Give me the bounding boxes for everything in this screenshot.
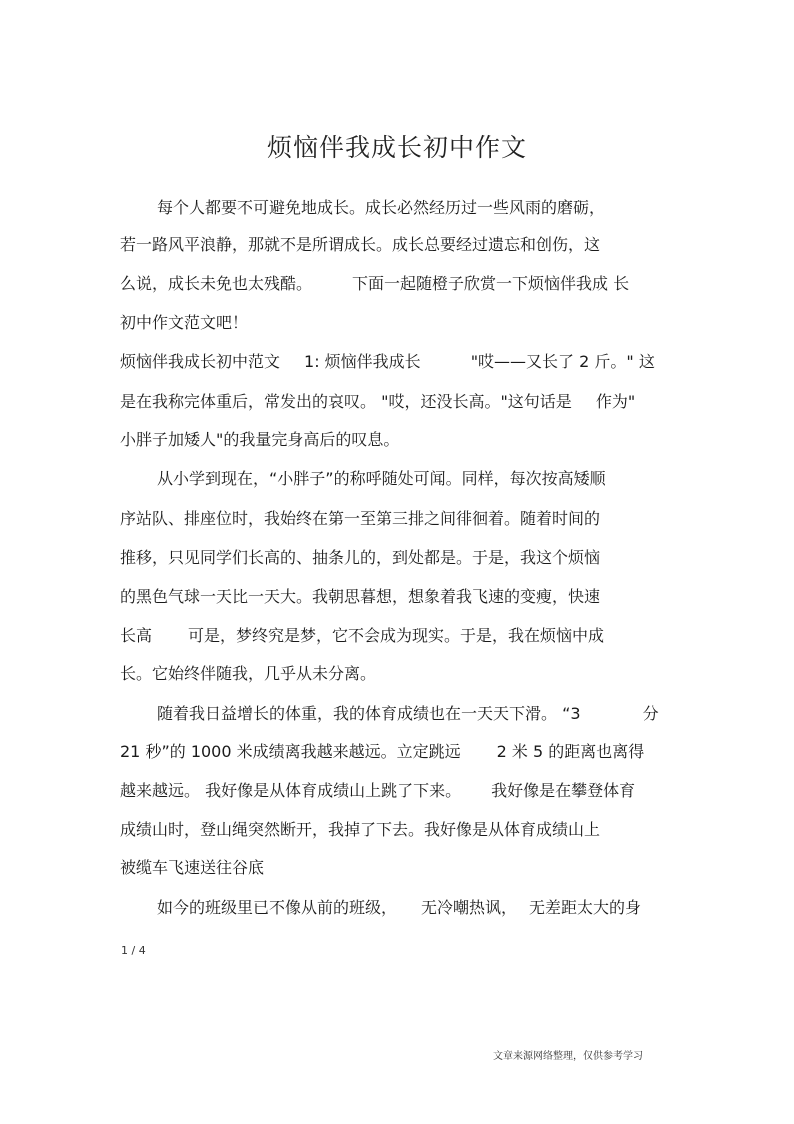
- paragraph-line: [157, 706, 659, 722]
- text-span: 无冷嘲热讽，: [421, 898, 518, 917]
- text-span: "哎——又长了 2 斤。" 这: [470, 352, 655, 371]
- text-span: 长高: [120, 626, 153, 645]
- text-span: 作为": [595, 392, 636, 411]
- paragraph-line: [120, 394, 635, 410]
- page-title: 烦恼伴我成长初中作文: [266, 133, 527, 162]
- footer-note: 文章来源网络整理，仅供参考学习: [493, 1051, 643, 1062]
- paragraph-line: [157, 900, 641, 916]
- text-span: 21 秒”的 1000 米成绩离我越来越远。立定跳远: [120, 742, 461, 761]
- paragraph-line: [120, 276, 629, 292]
- text-span: 分: [642, 704, 659, 723]
- text-span: 么说，成长未免也太残酷。: [120, 274, 313, 293]
- paragraph-line: 被缆车飞速送往谷底: [120, 858, 265, 877]
- paragraph-line: [120, 744, 644, 760]
- paragraph-line: 小胖子加矮人"的我量完身高后的叹息。: [120, 430, 400, 449]
- page-number: 1 / 4: [121, 944, 146, 957]
- text-span: 越来越远。 我好像是从体育成绩山上跳了下来。: [120, 781, 462, 800]
- paragraph-line: 若一路风平浪静，那就不是所谓成长。成长总要经过遗忘和创伤，这: [120, 235, 601, 254]
- paragraph-line: 推移，只见同学们长高的、抽条儿的，到处都是。于是，我这个烦恼: [120, 548, 601, 567]
- paragraph-line: 每个人都要不可避免地成长。成长必然经历过一些风雨的磨砺，: [157, 198, 606, 217]
- paragraph-line: 从小学到现在，“小胖子”的称呼随处可闻。同样，每次按高矮顺: [157, 469, 606, 488]
- paragraph-line: 序站队、排座位时，我始终在第一至第三排之间徘徊着。随着时间的: [120, 509, 601, 528]
- text-span: 下面一起随橙子欣赏一下烦恼伴我成 长: [352, 274, 630, 293]
- text-span: 2 米 5 的距离也离得: [496, 742, 645, 761]
- paragraph-line: [120, 628, 604, 644]
- paragraph-line: [120, 783, 635, 799]
- paragraph-line: 初中作文范文吧！: [120, 313, 249, 332]
- text-span: 1: 烦恼伴我成长: [304, 352, 421, 371]
- text-span: 烦恼伴我成长初中范文: [120, 352, 281, 371]
- paragraph-line: 长。它始终伴随我，几乎从未分离。: [120, 664, 377, 683]
- text-span: 是在我称完体重后，常发出的哀叹。 "哎，还没长高。"这句话是: [120, 392, 572, 411]
- paragraph-line: 成绩山时，登山绳突然断开，我掉了下去。我好像是从体育成绩山上: [120, 820, 601, 839]
- text-span: 随着我日益增长的体重，我的体育成绩也在一天天下滑。 “3: [157, 704, 581, 723]
- paragraph-line: 的黑色气球一天比一天大。我朝思暮想，想象着我飞速的变瘦，快速: [120, 587, 601, 606]
- text-span: 我好像是在攀登体育: [491, 781, 636, 800]
- text-span: 如今的班级里已不像从前的班级，: [157, 898, 398, 917]
- paragraph-line: [120, 354, 655, 370]
- text-span: 无差距太大的身: [529, 898, 642, 917]
- text-span: 可是，梦终究是梦，它不会成为现实。于是，我在烦恼中成: [188, 626, 605, 645]
